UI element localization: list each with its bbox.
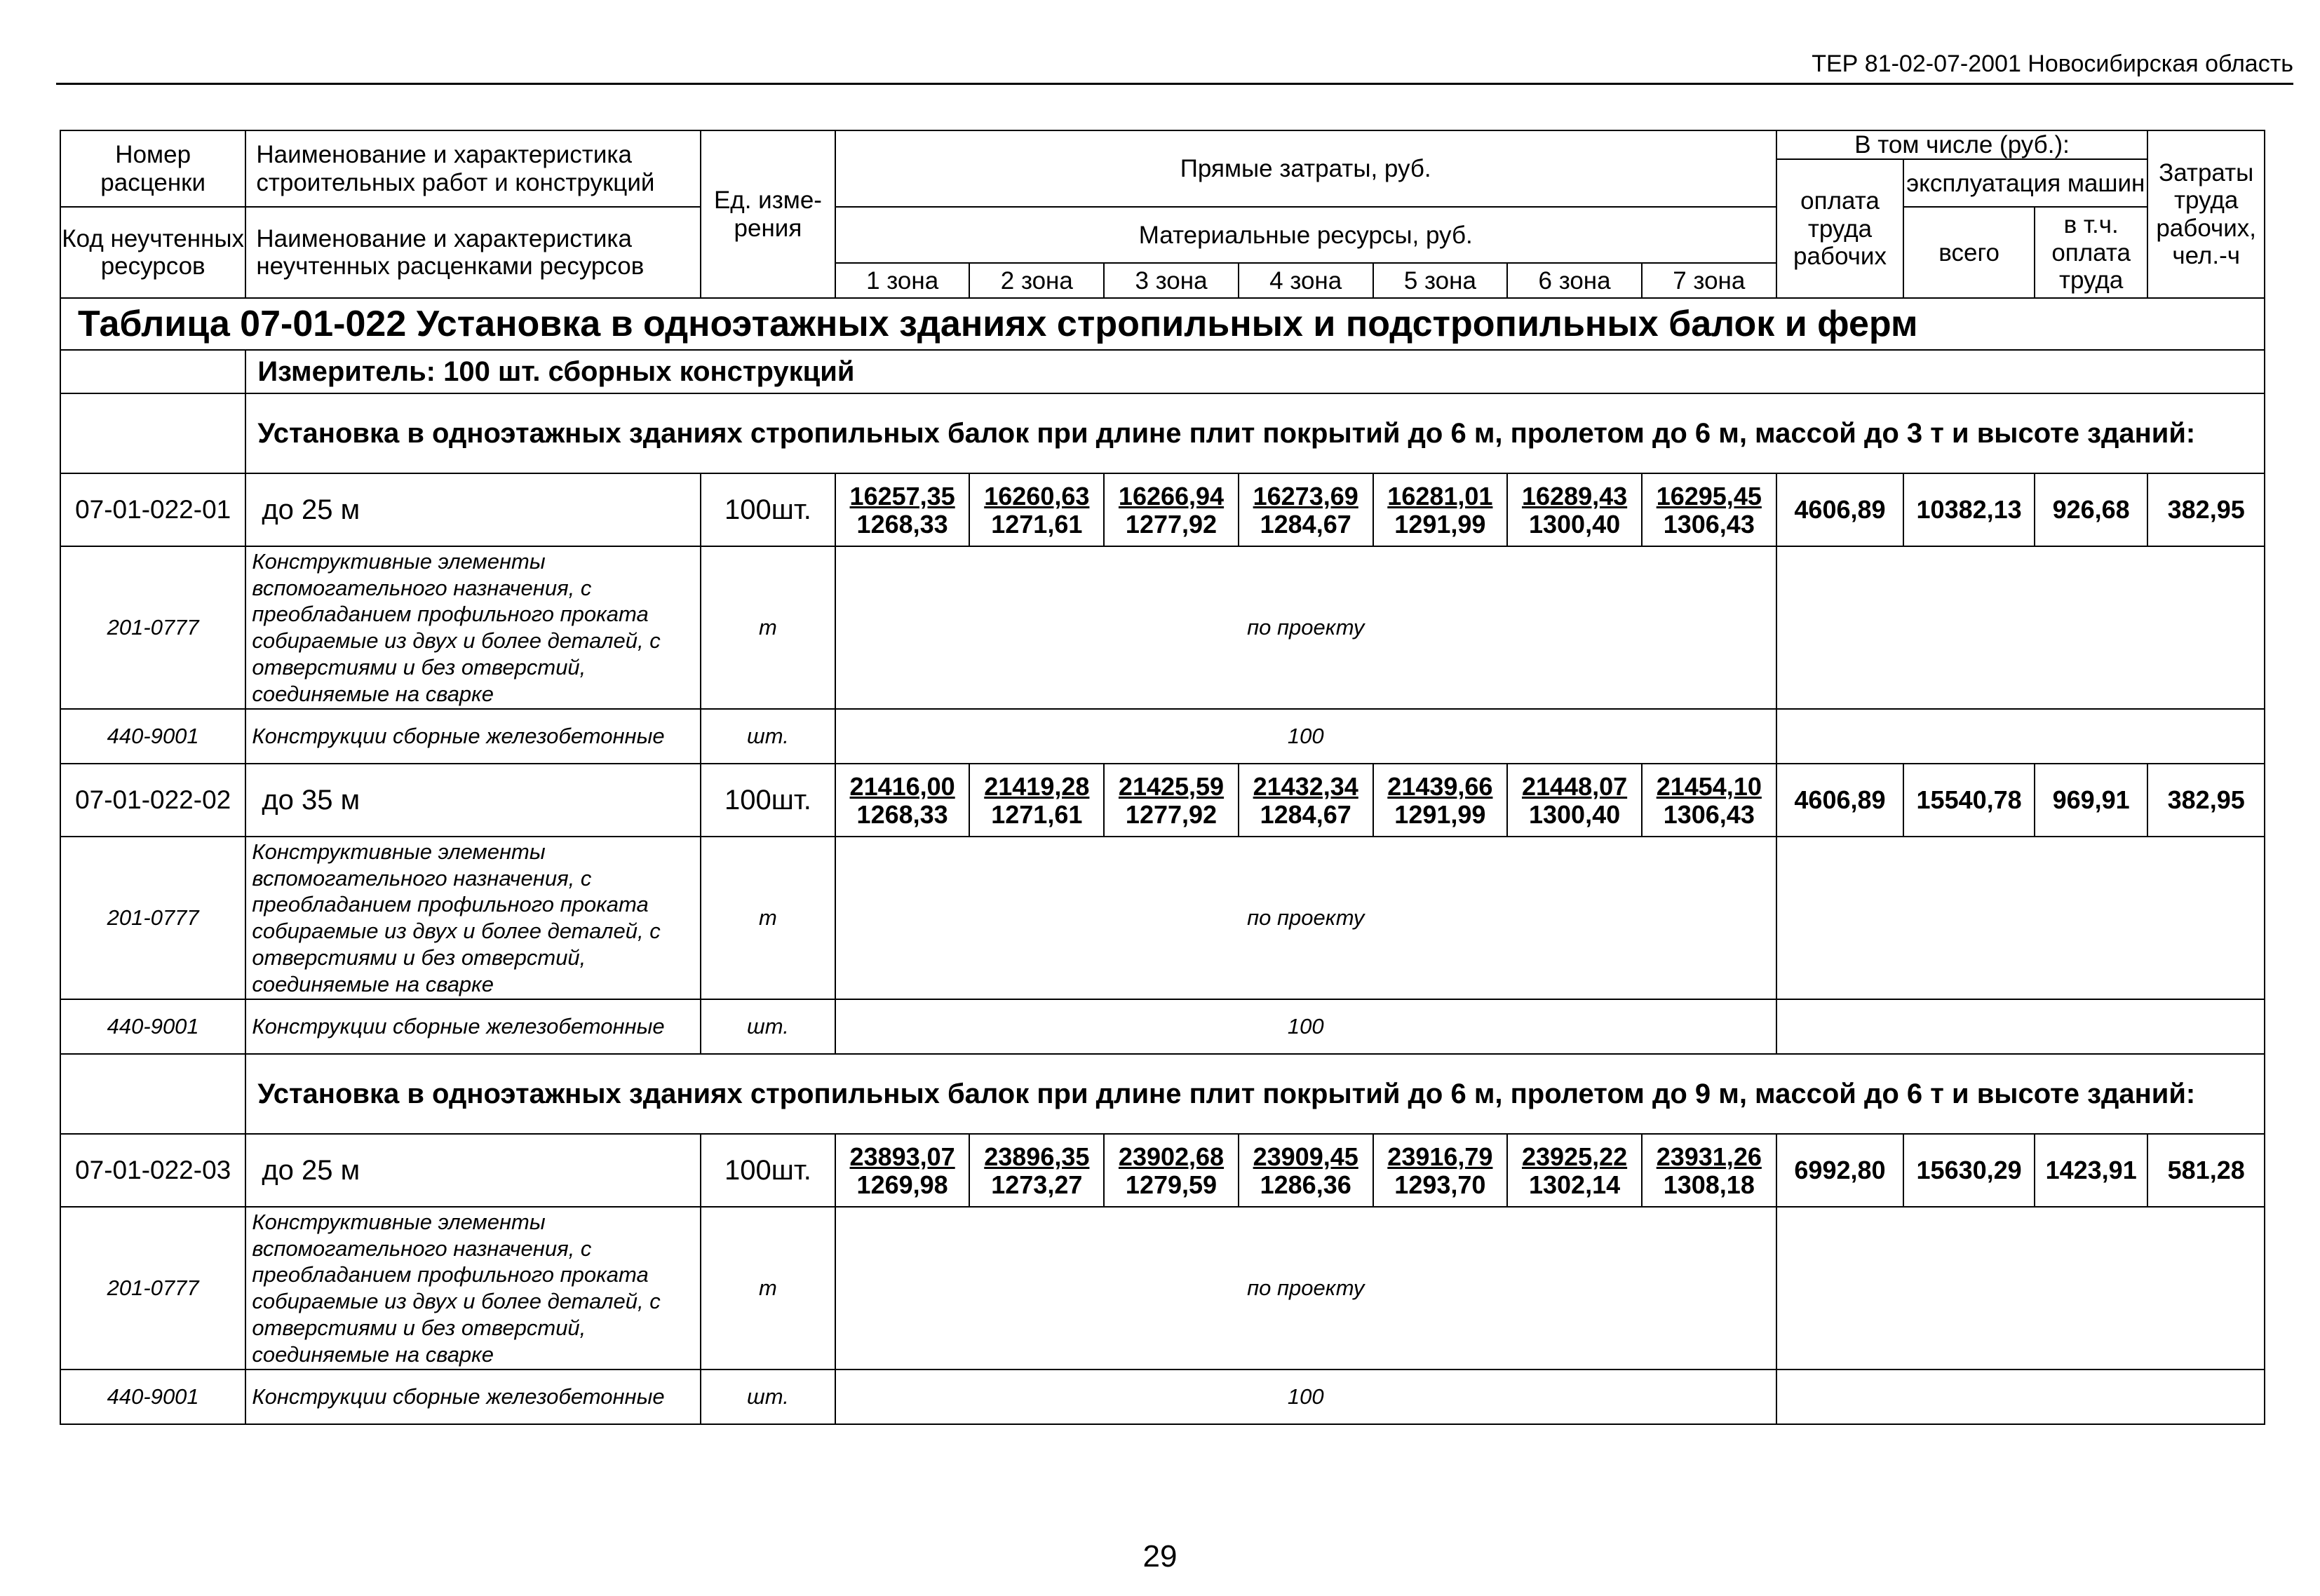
resource-row [60,999,2265,1054]
resource-row [60,709,2265,764]
blank-cell [1776,1370,2265,1424]
direct-cost-value: 23931,26 [1656,1142,1762,1171]
rate-unit: 100шт. [701,473,835,546]
labor-hours-value: 382,95 [2147,764,2265,837]
direct-cost-value: 23893,07 [849,1142,955,1171]
header-rule [56,83,2293,85]
resource-code: 440-9001 [60,709,245,764]
direct-cost-value: 21439,66 [1387,771,1493,801]
blank-cell [1776,837,2265,999]
measure-text: Измеритель: 100 шт. сборных конструкций [245,350,2265,393]
direct-cost-value: 21454,10 [1656,771,1762,801]
resource-row [60,1207,2265,1370]
header-direct-costs: Прямые затраты, руб. [835,130,1776,207]
zone-cost-cell [1239,764,1373,837]
zone-cost-cell [1373,764,1508,837]
material-cost-value: 1291,99 [1394,510,1486,539]
resource-description: Конструктивные элементы вспомогательного назначения, с преобладанием профильного проката собираемые из двух и более деталей, с отверстиями и без отверстий, соединяемые на сварке [245,546,701,709]
material-cost-value: 1273,27 [991,1170,1083,1200]
resource-value: по проекту [835,837,1776,999]
resource-unit: шт. [701,999,835,1054]
resource-code: 440-9001 [60,999,245,1054]
zone-cost-cell [1642,1134,1776,1207]
header-labor-pay: оплата труда рабочих [1776,159,1904,298]
rate-unit: 100шт. [701,1134,835,1207]
zone-cost-cell [1104,1134,1239,1207]
direct-cost-value: 16289,43 [1521,481,1628,510]
material-cost-value: 1271,61 [991,800,1083,830]
resource-description: Конструктивные элементы вспомогательного назначения, с преобладанием профильного проката собираемые из двух и более деталей, с отверстиями и без отверстий, соединяемые на сварке [245,837,701,999]
document-header: ТЕР 81-02-07-2001 Новосибирская область [1812,50,2293,77]
direct-cost-value: 16260,63 [984,481,1090,510]
zone-cost-cell [1507,473,1642,546]
labor-hours-value: 382,95 [2147,473,2265,546]
direct-cost-value: 23916,79 [1387,1142,1493,1171]
rate-code: 07-01-022-01 [60,473,245,546]
rate-row [60,1134,2265,1207]
material-cost-value: 1271,61 [991,510,1083,539]
resource-value: по проекту [835,1207,1776,1370]
resource-code: 201-0777 [60,837,245,999]
direct-cost-value: 16273,69 [1253,481,1358,510]
header-resource-name: Наименование и характеристика неучтенных расценками ресурсов [245,207,701,298]
direct-cost-value: 21416,00 [849,771,955,801]
blank-cell [60,393,245,473]
header-machine-total: всего [1903,207,2035,298]
zone-cost-cell [835,764,970,837]
rates-table-container [60,130,2265,1425]
blank-cell [60,1054,245,1134]
resource-code: 440-9001 [60,1370,245,1424]
machine-total-value: 15540,78 [1903,764,2035,837]
blank-cell [1776,709,2265,764]
table-title-row [60,298,2265,350]
measure-row [60,350,2265,393]
header-row-3 [60,207,2265,235]
material-cost-value: 1302,14 [1528,1170,1621,1200]
resource-unit: шт. [701,709,835,764]
header-row-1 [60,130,2265,159]
header-rate-number: Номер расценки [60,130,245,207]
rate-row [60,764,2265,837]
direct-cost-value: 23896,35 [984,1142,1090,1171]
direct-cost-value: 16266,94 [1118,481,1225,510]
resource-description: Конструкции сборные железобетонные [245,1370,701,1424]
material-cost-value: 1277,92 [1125,800,1218,830]
direct-cost-value: 16281,01 [1387,481,1493,510]
resource-value: по проекту [835,546,1776,709]
material-cost-value: 1268,33 [856,800,948,830]
direct-cost-value: 16295,45 [1656,481,1762,510]
material-cost-value: 1291,99 [1394,800,1486,830]
material-cost-value: 1308,18 [1663,1170,1755,1200]
direct-cost-value: 21419,28 [984,771,1090,801]
material-cost-value: 1277,92 [1125,510,1218,539]
direct-cost-value: 21448,07 [1521,771,1628,801]
zone-cost-cell [1104,473,1239,546]
header-including: В том числе (руб.): [1776,130,2148,159]
labor-pay-value: 4606,89 [1776,473,1904,546]
resource-description: Конструкции сборные железобетонные [245,999,701,1054]
rate-name: до 35 м [245,764,701,837]
resource-unit: т [701,837,835,999]
material-cost-value: 1286,36 [1260,1170,1351,1200]
header-material-resources: Материальные ресурсы, руб. [835,207,1776,263]
section-title-row [60,393,2265,473]
header-unit: Ед. изме- рения [701,130,835,298]
resource-value: 100 [835,999,1776,1054]
zone-header: 6 зона [1507,263,1642,298]
resource-unit: шт. [701,1370,835,1424]
zone-cost-cell [1507,1134,1642,1207]
zone-cost-cell [969,1134,1104,1207]
zone-cost-cell [1239,473,1373,546]
zone-header: 1 зона [835,263,970,298]
section-title: Установка в одноэтажных зданиях стропильных балок при длине плит покрытий до 6 м, пролетом до 6 м, массой до 3 т и высоте зданий: [245,393,2265,473]
zone-cost-cell [835,1134,970,1207]
material-cost-value: 1269,98 [856,1170,948,1200]
material-cost-value: 1306,43 [1663,510,1755,539]
page-number: 29 [1142,1539,1178,1574]
machine-total-value: 15630,29 [1903,1134,2035,1207]
header-work-name: Наименование и характеристика строительных работ и конструкций [245,130,701,207]
rate-unit: 100шт. [701,764,835,837]
blank-cell [60,350,245,393]
zone-cost-cell [1507,764,1642,837]
zone-header: 7 зона [1642,263,1776,298]
rate-code: 07-01-022-02 [60,764,245,837]
material-cost-value: 1279,59 [1125,1170,1218,1200]
section-title: Установка в одноэтажных зданиях стропильных балок при длине плит покрытий до 6 м, пролетом до 9 м, массой до 6 т и высоте зданий: [245,1054,2265,1134]
direct-cost-value: 23902,68 [1118,1142,1225,1171]
blank-cell [1776,546,2265,709]
zone-cost-cell [1642,764,1776,837]
material-cost-value: 1293,70 [1394,1170,1486,1200]
direct-cost-value: 21425,59 [1118,771,1225,801]
zone-cost-cell [969,473,1104,546]
labor-pay-value: 6992,80 [1776,1134,1904,1207]
resource-code: 201-0777 [60,1207,245,1370]
direct-cost-value: 23925,22 [1521,1142,1628,1171]
header-resource-code: Код неучтенных ресурсов [60,207,245,298]
machine-pay-value: 926,68 [2035,473,2147,546]
resource-code: 201-0777 [60,546,245,709]
direct-cost-value: 16257,35 [849,481,955,510]
resource-description: Конструкции сборные железобетонные [245,709,701,764]
rates-table [60,130,2265,1425]
material-cost-value: 1306,43 [1663,800,1755,830]
material-cost-value: 1284,67 [1260,510,1351,539]
blank-cell [1776,999,2265,1054]
resource-row [60,837,2265,999]
zone-header: 4 зона [1239,263,1373,298]
rate-name: до 25 м [245,473,701,546]
header-machine-pay: в т.ч. оплата труда [2035,207,2147,298]
zone-cost-cell [835,473,970,546]
material-cost-value: 1300,40 [1528,510,1621,539]
resource-row [60,1370,2265,1424]
blank-cell [1776,1207,2265,1370]
material-cost-value: 1284,67 [1260,800,1351,830]
resource-row [60,546,2265,709]
zone-cost-cell [1239,1134,1373,1207]
rate-code: 07-01-022-03 [60,1134,245,1207]
zone-cost-cell [969,764,1104,837]
resource-value: 100 [835,709,1776,764]
section-title-row [60,1054,2265,1134]
zone-cost-cell [1642,473,1776,546]
resource-unit: т [701,1207,835,1370]
resource-value: 100 [835,1370,1776,1424]
rate-name: до 25 м [245,1134,701,1207]
machine-total-value: 10382,13 [1903,473,2035,546]
material-cost-value: 1268,33 [856,510,948,539]
labor-hours-value: 581,28 [2147,1134,2265,1207]
direct-cost-value: 21432,34 [1253,771,1358,801]
table-title: Таблица 07-01-022 Установка в одноэтажных зданиях стропильных и подстропильных балок и ферм [60,298,2265,350]
zone-cost-cell [1373,1134,1508,1207]
material-cost-value: 1300,40 [1528,800,1621,830]
header-machine-operation: эксплуатация машин [1903,159,2147,207]
zone-header: 3 зона [1104,263,1239,298]
header-labor-costs: Затраты труда рабочих, чел.-ч [2147,130,2265,298]
zone-header: 2 зона [969,263,1104,298]
rate-row [60,473,2265,546]
zone-cost-cell [1104,764,1239,837]
direct-cost-value: 23909,45 [1253,1142,1358,1171]
zone-header: 5 зона [1373,263,1508,298]
machine-pay-value: 1423,91 [2035,1134,2147,1207]
resource-unit: т [701,546,835,709]
resource-description: Конструктивные элементы вспомогательного назначения, с преобладанием профильного проката собираемые из двух и более деталей, с отверстиями и без отверстий, соединяемые на сварке [245,1207,701,1370]
zone-cost-cell [1373,473,1508,546]
machine-pay-value: 969,91 [2035,764,2147,837]
labor-pay-value: 4606,89 [1776,764,1904,837]
